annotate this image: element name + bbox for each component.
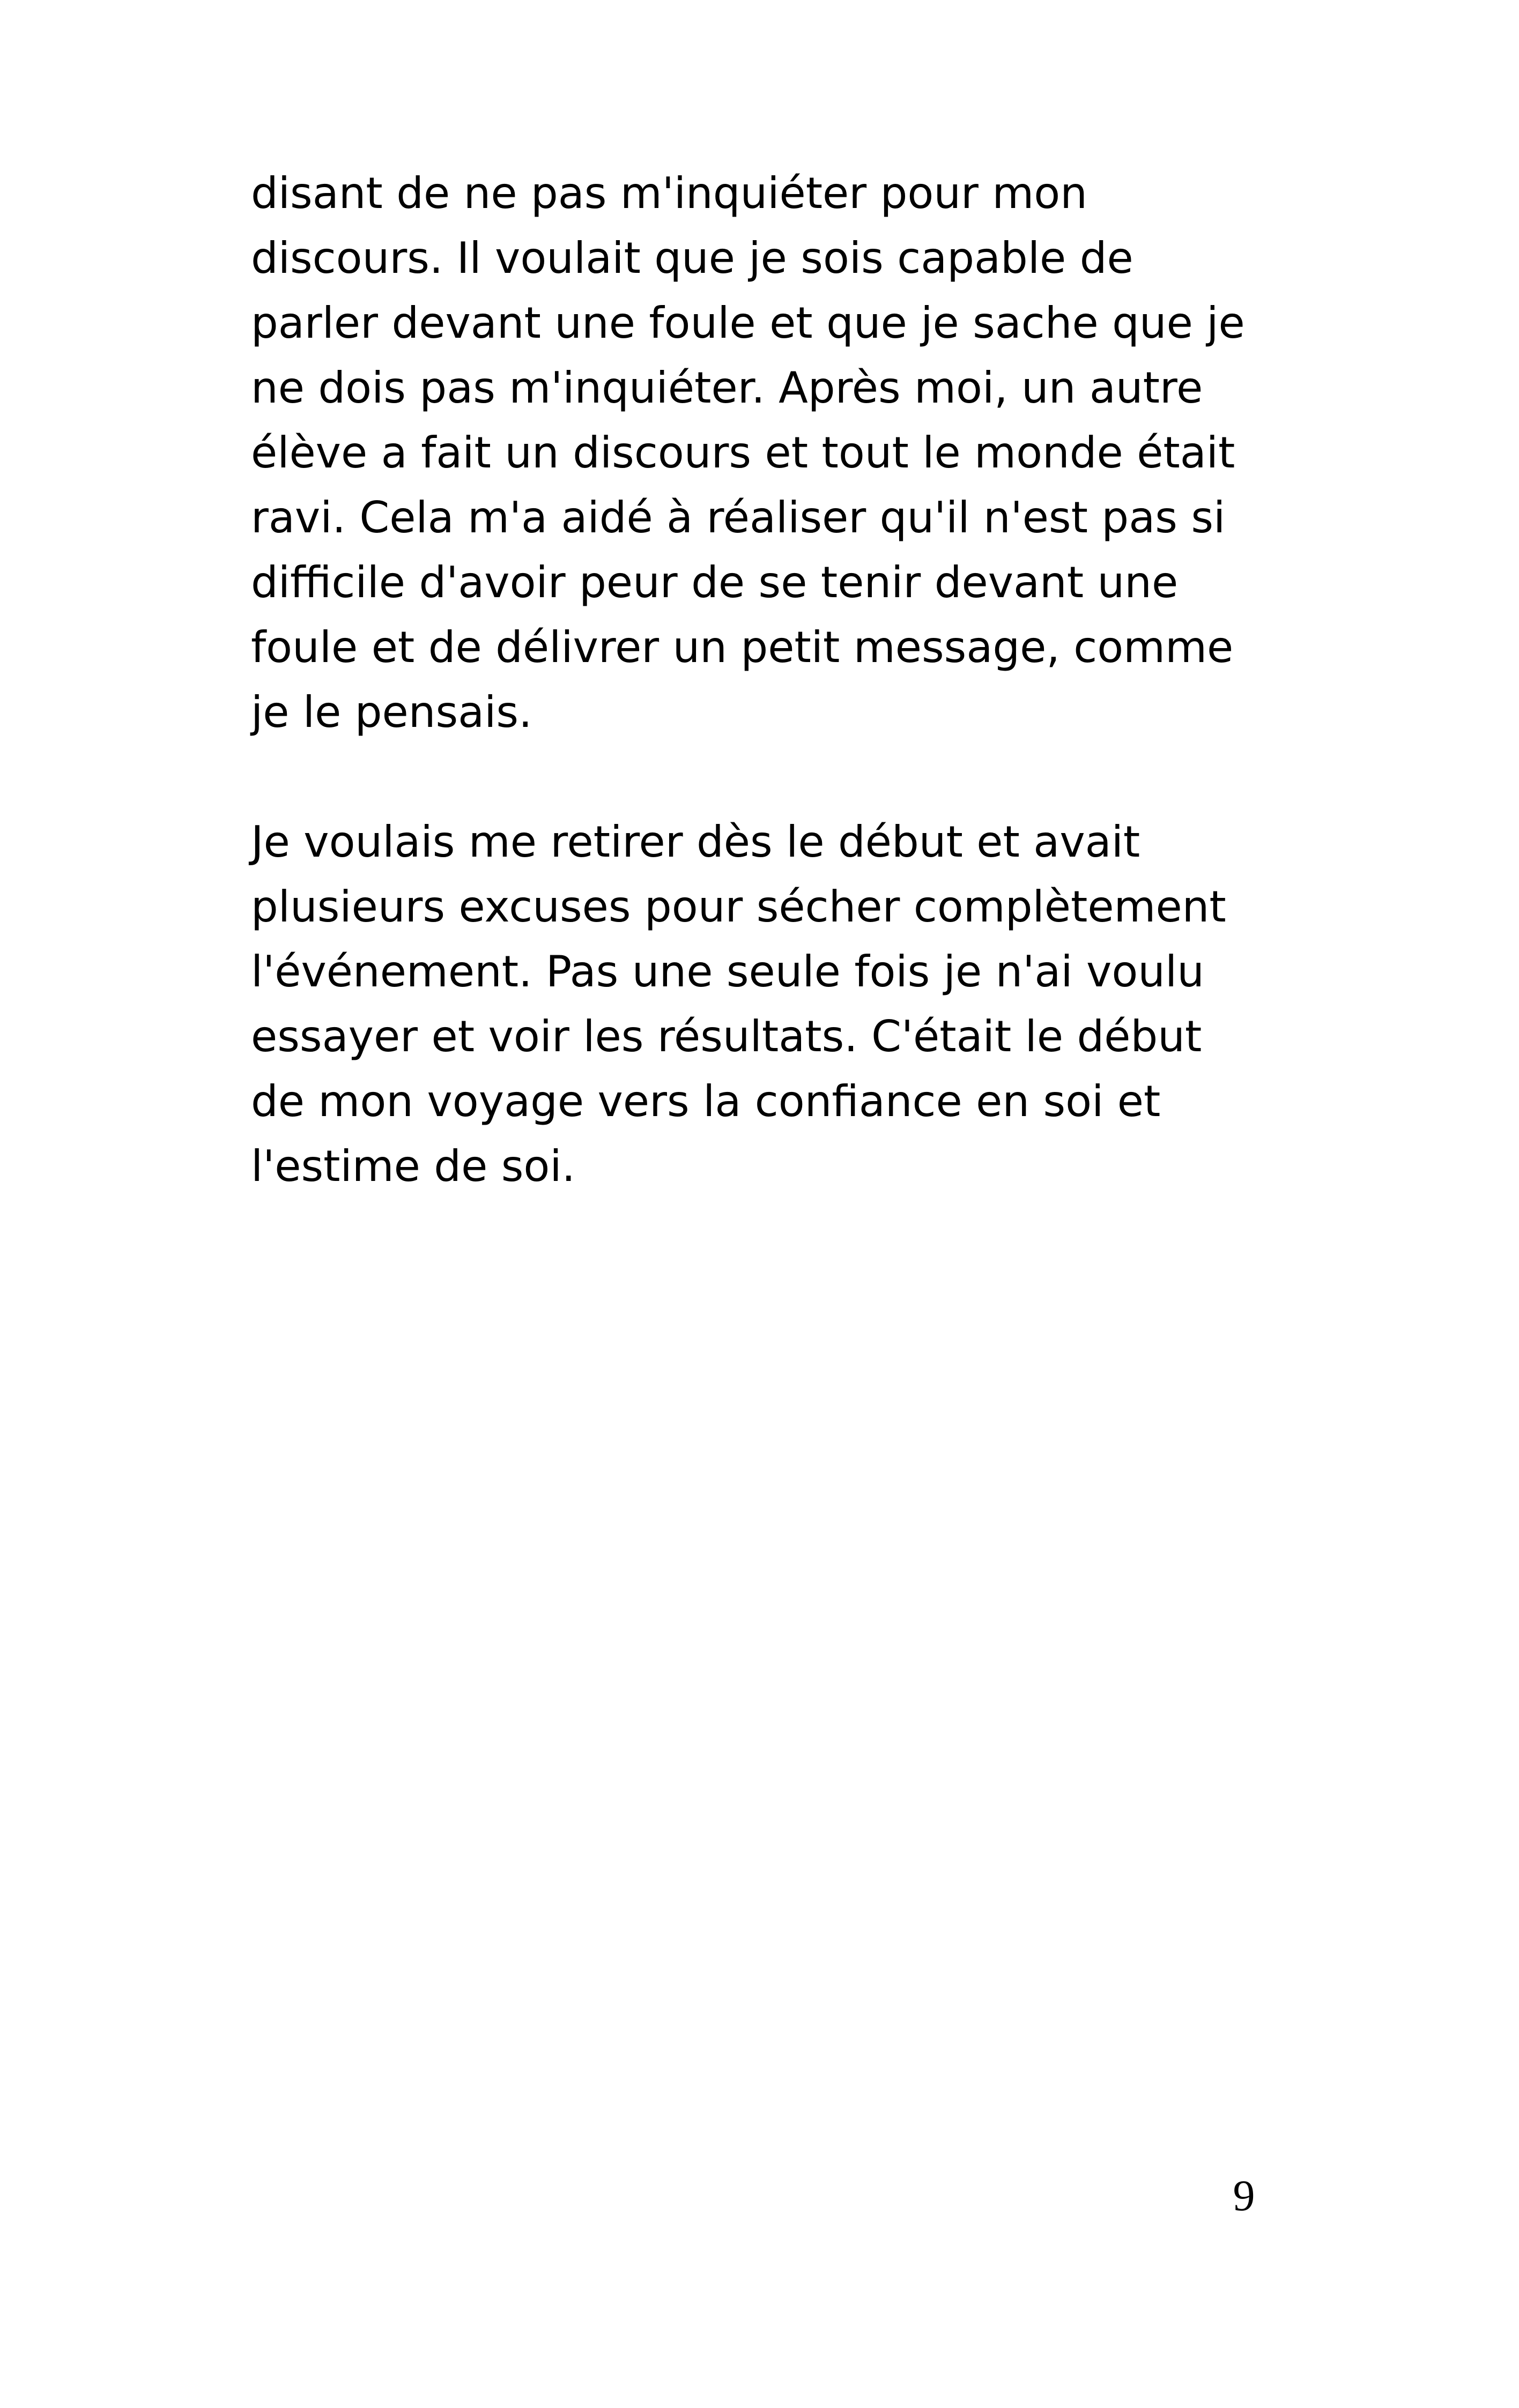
body-text: [251, 161, 1302, 1199]
text-line: l'estime de soi.: [251, 1141, 575, 1191]
text-line: Je voulais me retirer dès le début et avait: [251, 817, 1140, 867]
text-line: ne dois pas m'inquiéter. Après moi, un autre: [251, 363, 1203, 413]
text-line: difficile d'avoir peur de se tenir devant une: [251, 558, 1179, 607]
text-line: plusieurs excuses pour sécher complètement: [251, 882, 1226, 932]
text-line: l'événement. Pas une seule fois je n'ai voulu: [251, 947, 1204, 997]
text-line: disant de ne pas m'inquiéter pour mon: [251, 168, 1087, 218]
page-number: 9: [1233, 2171, 1255, 2220]
text-line: foule et de délivrer un petit message, comme: [251, 622, 1234, 672]
text-line: ravi. Cela m'a aidé à réaliser qu'il n'est pas si: [251, 493, 1226, 542]
text-line: je le pensais.: [251, 687, 532, 737]
paragraph-1: [251, 161, 1302, 745]
paragraph-2: [251, 809, 1302, 1199]
text-line: élève a fait un discours et tout le monde était: [251, 428, 1235, 478]
text-line: de mon voyage vers la confiance en soi et: [251, 1076, 1161, 1126]
text-line: parler devant une foule et que je sache que je: [251, 298, 1245, 348]
text-line: essayer et voir les résultats. C'était le début: [251, 1012, 1202, 1061]
text-line: discours. Il voulait que je sois capable de: [251, 233, 1133, 283]
